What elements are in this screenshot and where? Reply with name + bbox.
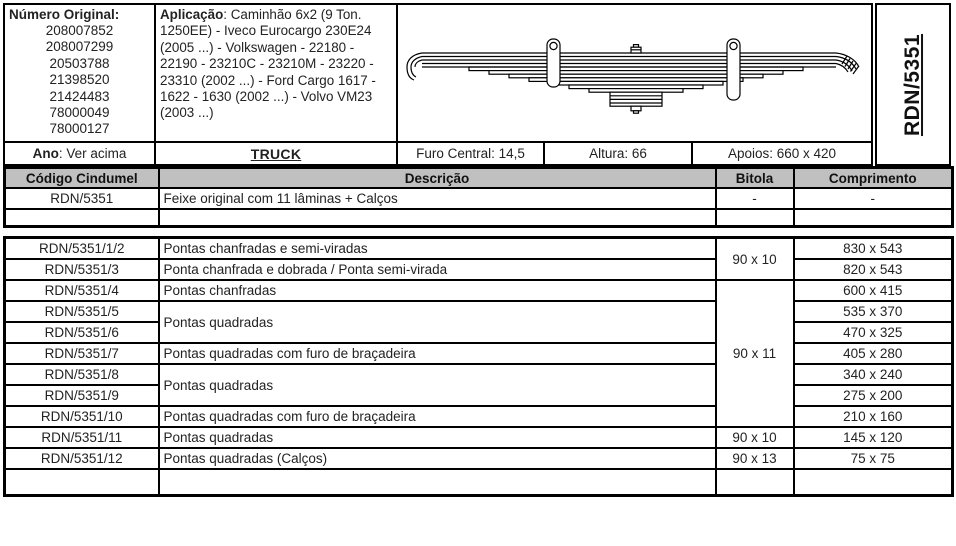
- height-cell: [543, 141, 693, 166]
- application-text: : Caminhão 6x2 (9 Ton. 1250EE) - Iveco Eurocargo 230E24 (2005 ...) - Volkswagen - 22180 - 22190 - 23210C - 23210M - 23220 - 23310 (2002 ...) - Ford Cargo 1617 - 1622 - 1630 (2002 ...) - Volvo VM23 (2003 ...): [160, 7, 376, 121]
- table-row: [5, 188, 953, 209]
- cell-codigo: RDN/5351/5: [5, 301, 159, 322]
- parts-table-leaves-section: [3, 236, 954, 497]
- center-hole-value: Furo Central: 14,5: [416, 146, 525, 161]
- leaf-spring-diagram: [396, 3, 873, 143]
- table-row: [5, 427, 953, 448]
- cell-comprimento: 820 x 543: [794, 259, 953, 280]
- year-label: Ano: [32, 146, 59, 161]
- table-row-empty: [5, 469, 953, 496]
- cell-comprimento: -: [794, 188, 953, 209]
- cell-codigo: RDN/5351/12: [5, 448, 159, 469]
- original-number: 208007299: [45, 39, 114, 55]
- cell-codigo: RDN/5351/11: [5, 427, 159, 448]
- year-value: : Ver acima: [58, 146, 127, 161]
- cell-codigo: RDN/5351/4: [5, 280, 159, 301]
- cell-descricao: Pontas quadradas com furo de braçadeira: [159, 406, 716, 427]
- original-number: 78000127: [49, 121, 110, 137]
- empty-cell: [716, 469, 794, 496]
- empty-cell: [159, 469, 716, 496]
- parts-table-header-section: [3, 166, 954, 228]
- cell-bitola: 90 x 10: [716, 238, 794, 281]
- table-header-row: [5, 168, 953, 189]
- center-hole-cell: [396, 141, 545, 166]
- year-cell: [3, 141, 156, 166]
- cell-descricao: Pontas chanfradas: [159, 280, 716, 301]
- cell-descricao: Pontas quadradas com furo de braçadeira: [159, 343, 716, 364]
- cell-bitola: -: [716, 188, 794, 209]
- table-row: [5, 343, 953, 364]
- supports-cell: [691, 141, 873, 166]
- cell-codigo: RDN/5351/1/2: [5, 238, 159, 260]
- cell-descricao: Pontas chanfradas e semi-viradas: [159, 238, 716, 260]
- empty-cell: [5, 209, 159, 227]
- supports-value: Apoios: 660 x 420: [727, 146, 837, 161]
- original-number: 78000049: [49, 105, 110, 121]
- application-label: Aplicação: [160, 7, 224, 22]
- empty-cell: [794, 469, 953, 496]
- cell-codigo: RDN/5351/10: [5, 406, 159, 427]
- original-number: 20503788: [49, 55, 110, 71]
- table-row: [5, 406, 953, 427]
- column-header-descricao: Descrição: [159, 168, 716, 189]
- table-row: [5, 364, 953, 385]
- cell-comprimento: 210 x 160: [794, 406, 953, 427]
- leaf-spring-drawing-icon: [398, 5, 871, 141]
- cell-codigo: RDN/5351/6: [5, 322, 159, 343]
- original-numbers-panel: [3, 3, 156, 143]
- cell-codigo: RDN/5351/8: [5, 364, 159, 385]
- application-panel: [154, 3, 398, 143]
- original-number: 208007852: [45, 23, 114, 38]
- column-header-bitola: Bitola: [716, 168, 794, 189]
- cell-comprimento: 340 x 240: [794, 364, 953, 385]
- table-row: [5, 448, 953, 469]
- cell-comprimento: 470 x 325: [794, 322, 953, 343]
- cell-bitola: 90 x 10: [716, 427, 794, 448]
- empty-cell: [716, 209, 794, 227]
- cell-descricao: Pontas quadradas: [159, 427, 716, 448]
- cell-descricao: Ponta chanfrada e dobrada / Ponta semi-virada: [159, 259, 716, 280]
- part-code-panel: [875, 3, 951, 166]
- original-numbers-title: Número Original:: [9, 7, 120, 22]
- cell-comprimento: 535 x 370: [794, 301, 953, 322]
- cell-comprimento: 405 x 280: [794, 343, 953, 364]
- original-number: 21398520: [49, 72, 110, 88]
- original-numbers-list: [9, 23, 150, 138]
- segment-label: TRUCK: [250, 145, 302, 162]
- cell-descricao: Pontas quadradas: [159, 364, 716, 406]
- cell-bitola: 90 x 13: [716, 448, 794, 469]
- cell-codigo: RDN/5351: [5, 188, 159, 209]
- cell-codigo: RDN/5351/9: [5, 385, 159, 406]
- column-header-comprimento: Comprimento: [794, 168, 953, 189]
- table-row: [5, 280, 953, 301]
- empty-cell: [794, 209, 953, 227]
- empty-cell: [159, 209, 716, 227]
- cell-codigo: RDN/5351/3: [5, 259, 159, 280]
- cell-comprimento: 600 x 415: [794, 280, 953, 301]
- table-row-empty: [5, 209, 953, 227]
- cell-descricao: Pontas quadradas (Calços): [159, 448, 716, 469]
- cell-comprimento: 145 x 120: [794, 427, 953, 448]
- cell-codigo: RDN/5351/7: [5, 343, 159, 364]
- original-number: 21424483: [49, 88, 110, 104]
- cell-descricao: Feixe original com 11 lâminas + Calços: [159, 188, 716, 209]
- table-row: [5, 301, 953, 322]
- cell-comprimento: 275 x 200: [794, 385, 953, 406]
- table-row: [5, 259, 953, 280]
- segment-cell: [154, 141, 398, 166]
- table-row: [5, 238, 953, 260]
- height-value: Altura: 66: [589, 146, 647, 161]
- cell-comprimento: 830 x 543: [794, 238, 953, 260]
- part-code-vertical-label: RDN/5351: [901, 33, 924, 136]
- cell-comprimento: 75 x 75: [794, 448, 953, 469]
- column-header-codigo: Código Cindumel: [5, 168, 159, 189]
- empty-cell: [5, 469, 159, 496]
- cell-bitola: 90 x 11: [716, 280, 794, 427]
- cell-descricao: Pontas quadradas: [159, 301, 716, 343]
